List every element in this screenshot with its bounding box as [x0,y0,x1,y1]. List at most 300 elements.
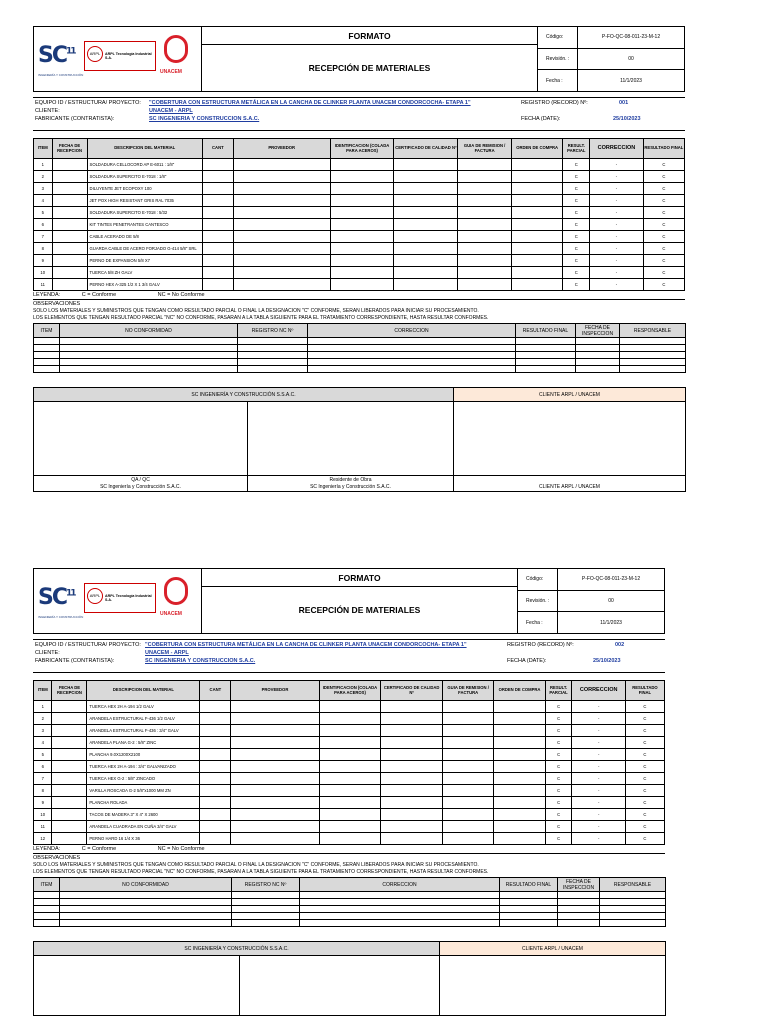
identificacion [319,713,381,725]
identificacion [330,171,394,183]
materials-table [33,138,685,291]
resultado-final: C [625,725,664,737]
correccion: - [590,231,644,243]
resultado-final: C [643,243,684,255]
correccion: - [590,159,644,171]
material-description: TUERCA 5/8 ZH GALV [87,267,202,279]
certificado [394,255,458,267]
cantidad [200,833,231,845]
col-certificado: CERTIFICADO DE CALIDAD Nº [381,681,443,701]
observacion-1: SOLO LOS MATERIALES Y SUMINISTROS QUE TENGAN COMO RESULTADO PARCIAL O FINAL LA DESIGNACION "C" CONFORME, SERAN LIBERADOS PARA INICIAR SU PROCESAMIENTO. [33,862,479,868]
resultado-final: C [625,797,664,809]
result-parcial: C [563,219,590,231]
orden-compra [494,761,545,773]
proveedor [231,737,319,749]
resultado-final: C [625,737,664,749]
orden-compra [511,243,563,255]
nc-row [34,920,666,927]
proveedor [233,171,330,183]
resultado-final: C [643,267,684,279]
item-number: 2 [34,713,52,725]
resultado-final: C [625,713,664,725]
correccion: - [590,279,644,291]
item-number: 10 [34,267,53,279]
sig-residente-label: Residente de Obra [248,476,454,484]
arpl-logo [84,41,156,71]
identificacion [319,833,381,845]
material-description: SOLDADURA SUPERCITO E-7018 : 1/8" [87,171,202,183]
guia [458,171,512,183]
certificado [381,785,443,797]
resultado-final: C [643,279,684,291]
fecha-recepcion [52,749,87,761]
col-identificacion: IDENTIFICACION (COLADA PARA ACEROS) [330,139,394,159]
orden-compra [511,267,563,279]
nc-row [34,366,686,373]
result-parcial: C [545,797,572,809]
material-description: CABLE ACERADO DE 5/8 [87,231,202,243]
correccion: - [590,183,644,195]
certificado [394,243,458,255]
fecha-recepcion [52,737,87,749]
legend-no-conforme: NC = No Conforme [157,292,205,298]
identificacion [319,749,381,761]
document-meta [518,569,664,633]
fecha-recepcion [52,243,87,255]
col-proveedor: PROVEEDOR [233,139,330,159]
certificado [381,701,443,713]
nonconformity-table [33,323,686,373]
guia [442,785,493,797]
fecha-recepcion [52,701,87,713]
guia [442,737,493,749]
certificado [381,773,443,785]
guia [442,749,493,761]
col-result-parcial: RESULT. PARCIAL [545,681,572,701]
resultado-final: C [643,183,684,195]
cantidad [200,749,231,761]
cliente-label: CLIENTE: [35,108,60,114]
arpl-name: ARPL Tecnología Industrial S.A. [105,594,152,602]
item-number: 11 [34,821,52,833]
certificado [381,761,443,773]
arpl-mark: ARPL [87,46,103,62]
material-description: DILUYENTE JET ECOPOXY 100 [87,183,202,195]
codigo-value: P-FO-QC-08-011-23-M-12 [581,576,641,583]
nc-row [34,352,686,359]
resultado-final: C [625,821,664,833]
correccion: - [590,219,644,231]
guia [442,725,493,737]
col-fecha: FECHA DE RECEPCION [52,139,87,159]
identificacion [319,701,381,713]
nc-col-registro: REGISTRO NC Nº [232,878,300,892]
material-description: ARANDELA ESTRUCTURAL F-436 : 3/4" GALV [87,725,200,737]
observaciones-label: OBSERVACIONES [33,853,665,861]
fecha-recepcion [52,713,87,725]
orden-compra [494,809,545,821]
material-description: PLANCHA 9.0X1200X2100 [87,749,200,761]
col-descripcion: DESCRIPCION DEL MATERIAL [87,139,202,159]
sig-cliente-header: CLIENTE ARPL / UNACEM [454,388,686,402]
col-cant: CANT [200,681,231,701]
result-parcial: C [545,785,572,797]
revision-value: 00 [608,598,614,604]
materials-table [33,680,665,845]
sc-logo-text: SC [38,585,66,610]
fecha-recepcion [52,255,87,267]
orden-compra [494,773,545,785]
nonconformity-table [33,877,666,927]
nc-row [34,892,666,899]
result-parcial: C [545,737,572,749]
guia [458,195,512,207]
certificado [394,183,458,195]
proveedor [233,183,330,195]
cliente-value: UNACEM - ARPL [149,108,193,114]
correccion: - [572,737,625,749]
sig-sc-header: SC INGENIERÍA Y CONSTRUCCIÓN S.S.A.C. [34,942,440,956]
nc-col-resultado-final: RESULTADO FINAL [516,324,576,338]
resultado-final: C [643,231,684,243]
guia [442,821,493,833]
result-parcial: C [563,171,590,183]
cantidad [202,207,233,219]
correccion: - [590,267,644,279]
orden-compra [494,713,545,725]
fecha-recepcion [52,231,87,243]
legend [33,291,685,299]
identificacion [330,267,394,279]
certificado [381,809,443,821]
cantidad [200,809,231,821]
col-cant: CANT [202,139,233,159]
item-number: 3 [34,725,52,737]
orden-compra [511,195,563,207]
material-description: TUERCA HEX 2H A-194 : 3/4" GALVANIZADO [87,761,200,773]
registro-label: REGISTRO (RECORD) Nº: [507,642,574,648]
cantidad [202,195,233,207]
fecha-value: 11/1/2023 [620,77,642,84]
orden-compra [511,171,563,183]
result-parcial: C [563,159,590,171]
correccion: - [590,207,644,219]
col-correccion: CORRECCION [572,681,625,701]
result-parcial: C [545,749,572,761]
fecha-date-value: 25/10/2023 [593,658,621,664]
fecha-date-value: 25/10/2023 [613,116,641,122]
cantidad [200,797,231,809]
item-number: 7 [34,773,52,785]
correccion: - [572,833,625,845]
proveedor [233,159,330,171]
proveedor [231,701,319,713]
identificacion [319,761,381,773]
cantidad [200,713,231,725]
material-description: TUERCA HEX 2H A-194 1/2 GALV [87,701,200,713]
identificacion [319,809,381,821]
result-parcial: C [545,773,572,785]
item-number: 2 [34,171,53,183]
nc-col-fecha-inspeccion: FECHA DE INSPECCION [558,878,600,892]
nc-col-item: ITEM [34,878,60,892]
sig-qa-label: QA / QC [34,476,248,484]
item-number: 7 [34,231,53,243]
fecha-recepcion [52,195,87,207]
cantidad [200,785,231,797]
guia [442,809,493,821]
fabricante-label: FABRICANTE (CONTRATISTA): [35,116,115,122]
sc-logo-text: SC [38,43,66,68]
fecha-label: Fecha : [518,612,558,633]
result-parcial: C [545,833,572,845]
guia [442,833,493,845]
certificado [381,749,443,761]
table-row [34,773,665,785]
certificado [381,821,443,833]
project-info [33,97,685,131]
item-number: 4 [34,737,52,749]
material-description: PERNO DE EXPANSION 5/8 X7 [87,255,202,267]
proveedor [233,219,330,231]
material-description: PLANCHA ROLADA [87,797,200,809]
fecha-recepcion [52,797,87,809]
nc-row [34,906,666,913]
identificacion [330,255,394,267]
arpl-name: ARPL Tecnología Industrial S.A. [105,52,152,60]
cantidad [200,761,231,773]
fecha-recepcion [52,821,87,833]
identificacion [330,243,394,255]
resultado-final: C [643,255,684,267]
orden-compra [511,231,563,243]
fabricante-value: SC INGENIERIA Y CONSTRUCCION S.A.C. [145,658,256,664]
fecha-recepcion [52,183,87,195]
table-row [34,833,665,845]
table-row [34,243,685,255]
material-description: KIT TINTES PENETRANTES CANTESCO [87,219,202,231]
unacem-logo-text: UNACEM [160,611,182,617]
proveedor [233,243,330,255]
correccion: - [572,785,625,797]
proveedor [233,231,330,243]
unacem-logo-text: UNACEM [160,69,182,75]
orden-compra [511,219,563,231]
proyecto-label: EQUIPO ID / ESTRUCTURA/ PROYECTO: [35,100,141,106]
logos [34,27,202,91]
proveedor [231,797,319,809]
proveedor [231,749,319,761]
nc-row [34,899,666,906]
nc-col-responsable: RESPONSABLE [620,324,686,338]
col-guia: GUIA DE REMISION / FACTURA [458,139,512,159]
table-row [34,761,665,773]
cantidad [202,267,233,279]
guia [458,207,512,219]
sc-logo-subtitle: INGENIERÍA Y CONSTRUCCIÓN [38,73,84,77]
fecha-recepcion [52,279,87,291]
fecha-recepcion [52,809,87,821]
fecha-date-label: FECHA (DATE): [521,116,561,122]
table-row [34,159,685,171]
orden-compra [511,207,563,219]
guia [458,231,512,243]
proveedor [233,279,330,291]
fecha-recepcion [52,773,87,785]
registro-label: REGISTRO (RECORD) Nº: [521,100,588,106]
correccion: - [572,761,625,773]
item-number: 6 [34,219,53,231]
legend-label: LEYENDA: [33,846,61,852]
proveedor [233,255,330,267]
cliente-value: UNACEM - ARPL [145,650,189,656]
identificacion [319,821,381,833]
resultado-final: C [625,833,664,845]
certificado [394,219,458,231]
certificado [394,279,458,291]
certificado [394,231,458,243]
proveedor [231,785,319,797]
unacem-logo-icon [164,577,188,605]
correccion: - [572,725,625,737]
proveedor [233,195,330,207]
result-parcial: C [545,821,572,833]
observaciones-label: OBSERVACIONES [33,299,685,307]
certificado [381,713,443,725]
identificacion [319,737,381,749]
fecha-date-label: FECHA (DATE): [507,658,547,664]
identificacion [319,785,381,797]
nc-row [34,345,686,352]
resultado-final: C [643,171,684,183]
result-parcial: C [563,267,590,279]
correccion: - [572,821,625,833]
item-number: 8 [34,785,52,797]
item-number: 3 [34,183,53,195]
cliente-label: CLIENTE: [35,650,60,656]
codigo-label: Código: [518,569,558,590]
unacem-logo-icon [164,35,188,63]
table-row [34,737,665,749]
guia [458,219,512,231]
material-description: SOLDADURA CELLOCORD AP E-6011 : 1/8" [87,159,202,171]
guia [442,701,493,713]
legend-label: LEYENDA: [33,292,61,298]
orden-compra [494,797,545,809]
signature-table [33,941,666,1016]
material-description: PERNO HEX A-325 1/2 X 1 3/4 GALV [87,279,202,291]
table-row [34,821,665,833]
table-row [34,279,685,291]
nc-row [34,338,686,345]
cantidad [200,821,231,833]
orden-compra [494,737,545,749]
orden-compra [511,279,563,291]
cantidad [200,701,231,713]
proveedor [231,833,319,845]
cantidad [202,231,233,243]
col-result-parcial: RESULT. PARCIAL [563,139,590,159]
certificado [381,737,443,749]
result-parcial: C [563,231,590,243]
item-number: 10 [34,809,52,821]
fabricante-label: FABRICANTE (CONTRATISTA): [35,658,115,664]
resultado-final: C [625,785,664,797]
col-resultado-final: RESULTADO FINAL [643,139,684,159]
revision-label: Revisión. : [538,49,578,70]
revision-value: 00 [628,56,634,62]
sig-sc-header: SC INGENIERÍA Y CONSTRUCCIÓN S.S.A.C. [34,388,454,402]
result-parcial: C [563,207,590,219]
material-description: TACOS DE MADERA 3" X 4" X 2600 [87,809,200,821]
material-description: SOLDADURA SUPERCITO E-7018 : 5/32 [87,207,202,219]
observacion-1: SOLO LOS MATERIALES Y SUMINISTROS QUE TENGAN COMO RESULTADO PARCIAL O FINAL LA DESIGNACION "C" CONFORME, SERAN LIBERADOS PARA INICIAR SU PROCESAMIENTO. [33,308,479,314]
fecha-recepcion [52,725,87,737]
material-description: PERNO HARD 16 1/4 X 36 [87,833,200,845]
item-number: 1 [34,159,53,171]
table-row [34,785,665,797]
nc-col-fecha-inspeccion: FECHA DE INSPECCION [576,324,620,338]
correccion: - [572,713,625,725]
fecha-recepcion [52,171,87,183]
table-row [34,219,685,231]
identificacion [330,231,394,243]
table-row [34,231,685,243]
material-description: ARANDELA PLANA G-2 : 5/8" ZINC [87,737,200,749]
correccion: - [572,701,625,713]
material-description: TUERCA HEX G-2 : 5/8" ZINCADO [87,773,200,785]
certificado [394,159,458,171]
resultado-final: C [625,701,664,713]
codigo-value: P-FO-QC-08-011-23-M-12 [601,34,661,41]
identificacion [319,773,381,785]
identificacion [330,219,394,231]
sig-residente-company: SC Ingeniería y Construcción S.A.C. [248,484,454,492]
result-parcial: C [563,255,590,267]
revision-label: Revisión. : [518,591,558,612]
arpl-mark: ARPL [87,588,103,604]
legend-conforme: C = Conforme [81,292,117,298]
fecha-value: 11/1/2023 [600,619,622,626]
result-parcial: C [545,761,572,773]
material-description: VARILLA ROSCADA G-2 5/8"x1000 MM ZN [87,785,200,797]
sig-cliente-name: CLIENTE ARPL / UNACEM [454,484,686,492]
sc-logo-subtitle: INGENIERÍA Y CONSTRUCCIÓN [38,615,84,619]
guia [458,243,512,255]
resultado-final: C [643,159,684,171]
identificacion [330,195,394,207]
col-proveedor: PROVEEDOR [231,681,319,701]
cantidad [200,737,231,749]
proyecto-label: EQUIPO ID / ESTRUCTURA/ PROYECTO: [35,642,141,648]
guia [442,761,493,773]
nc-row [34,359,686,366]
legend-no-conforme: NC = No Conforme [157,846,205,852]
nc-col-responsable: RESPONSABLE [600,878,666,892]
cantidad [202,279,233,291]
nc-col-correccion: CORRECCION [300,878,500,892]
col-orden: ORDEN DE COMPRA [511,139,563,159]
certificado [394,207,458,219]
guia [442,773,493,785]
orden-compra [494,821,545,833]
result-parcial: C [563,195,590,207]
table-row [34,809,665,821]
proveedor [231,809,319,821]
orden-compra [494,785,545,797]
identificacion [330,207,394,219]
proveedor [231,713,319,725]
